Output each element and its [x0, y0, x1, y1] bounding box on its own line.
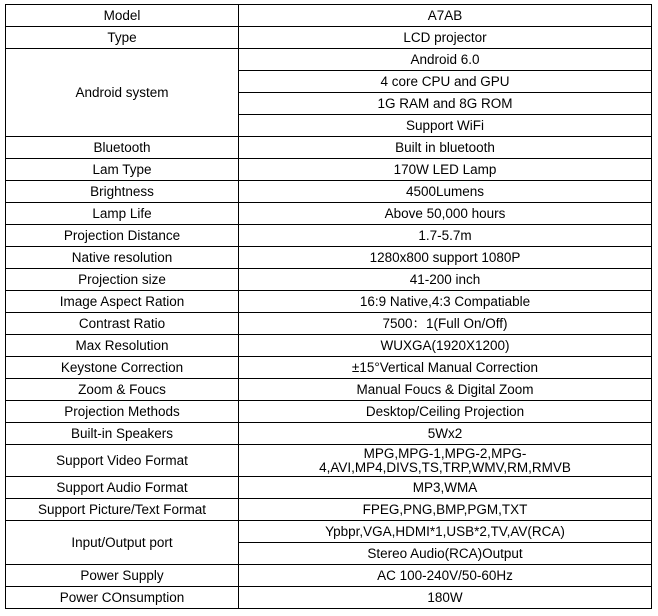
- spec-row: [6, 225, 652, 247]
- spec-label-cell: Max Resolution: [6, 335, 239, 357]
- spec-label-cell: Power Supply: [6, 565, 239, 587]
- spec-label-cell: Projection Distance: [6, 225, 239, 247]
- spec-row: [6, 291, 652, 313]
- spec-value-cell: MPG,MPG-1,MPG-2,MPG-4,AVI,MP4,DIVS,TS,TRP,WMV,RM,RMVB: [239, 445, 652, 477]
- spec-row: [6, 401, 652, 423]
- spec-row: [6, 357, 652, 379]
- spec-label-cell: Lamp Life: [6, 203, 239, 225]
- spec-value-cell: Android 6.0: [239, 49, 652, 71]
- spec-value-cell: 170W LED Lamp: [239, 159, 652, 181]
- spec-value-cell: Above 50,000 hours: [239, 203, 652, 225]
- spec-row: [6, 423, 652, 445]
- spec-value-cell: LCD projector: [239, 27, 652, 49]
- spec-row: [6, 313, 652, 335]
- spec-row: [6, 445, 652, 477]
- spec-value-cell: Stereo Audio(RCA)Output: [239, 543, 652, 565]
- spec-row: [6, 181, 652, 203]
- spec-label-cell: Brightness: [6, 181, 239, 203]
- spec-value-cell: AC 100-240V/50-60Hz: [239, 565, 652, 587]
- spec-row: [6, 137, 652, 159]
- spec-value-cell: MP3,WMA: [239, 477, 652, 499]
- spec-label-cell: Keystone Correction: [6, 357, 239, 379]
- spec-label-cell: Native resolution: [6, 247, 239, 269]
- spec-value-cell: Built in bluetooth: [239, 137, 652, 159]
- spec-row: [6, 5, 652, 27]
- spec-label-cell: Model: [6, 5, 239, 27]
- spec-row: [6, 269, 652, 291]
- spec-value-cell: WUXGA(1920X1200): [239, 335, 652, 357]
- spec-value-cell: Support WiFi: [239, 115, 652, 137]
- spec-table-body: [6, 5, 652, 609]
- spec-row: [6, 565, 652, 587]
- spec-row: [6, 27, 652, 49]
- spec-row: [6, 159, 652, 181]
- spec-label-cell: Zoom & Foucs: [6, 379, 239, 401]
- spec-label-cell: Contrast Ratio: [6, 313, 239, 335]
- spec-value-cell: FPEG,PNG,BMP,PGM,TXT: [239, 499, 652, 521]
- spec-label-cell: Lam Type: [6, 159, 239, 181]
- spec-value-cell: 1G RAM and 8G ROM: [239, 93, 652, 115]
- spec-value-cell: 5Wx2: [239, 423, 652, 445]
- spec-label-cell: Bluetooth: [6, 137, 239, 159]
- spec-label-cell: Power COnsumption: [6, 587, 239, 609]
- spec-value-cell: 180W: [239, 587, 652, 609]
- spec-value-cell: 1.7-5.7m: [239, 225, 652, 247]
- spec-row: [6, 499, 652, 521]
- spec-row: [6, 247, 652, 269]
- spec-value-cell: 4500Lumens: [239, 181, 652, 203]
- spec-label-cell: Image Aspect Ration: [6, 291, 239, 313]
- spec-label-cell: Support Audio Format: [6, 477, 239, 499]
- spec-label-cell: Android system: [6, 49, 239, 137]
- spec-label-cell: Built-in Speakers: [6, 423, 239, 445]
- spec-row: [6, 587, 652, 609]
- spec-label-cell: Projection size: [6, 269, 239, 291]
- spec-row: [6, 379, 652, 401]
- spec-row: [6, 521, 652, 543]
- spec-value-cell: 16:9 Native,4:3 Compatiable: [239, 291, 652, 313]
- spec-row: [6, 49, 652, 71]
- spec-value-cell: Manual Foucs & Digital Zoom: [239, 379, 652, 401]
- spec-value-cell: Desktop/Ceiling Projection: [239, 401, 652, 423]
- spec-table: [5, 4, 652, 609]
- spec-value-cell: 41-200 inch: [239, 269, 652, 291]
- spec-row: [6, 335, 652, 357]
- spec-value-cell: 7500：1(Full On/Off): [239, 313, 652, 335]
- spec-label-cell: Support Picture/Text Format: [6, 499, 239, 521]
- spec-value-cell: 4 core CPU and GPU: [239, 71, 652, 93]
- spec-label-cell: Projection Methods: [6, 401, 239, 423]
- spec-row: [6, 203, 652, 225]
- spec-value-cell: Ypbpr,VGA,HDMI*1,USB*2,TV,AV(RCA): [239, 521, 652, 543]
- spec-value-cell: ±15°Vertical Manual Correction: [239, 357, 652, 379]
- spec-label-cell: Type: [6, 27, 239, 49]
- spec-value-cell: 1280x800 support 1080P: [239, 247, 652, 269]
- spec-label-cell: Support Video Format: [6, 445, 239, 477]
- spec-value-cell: A7AB: [239, 5, 652, 27]
- spec-label-cell: Input/Output port: [6, 521, 239, 565]
- spec-row: [6, 477, 652, 499]
